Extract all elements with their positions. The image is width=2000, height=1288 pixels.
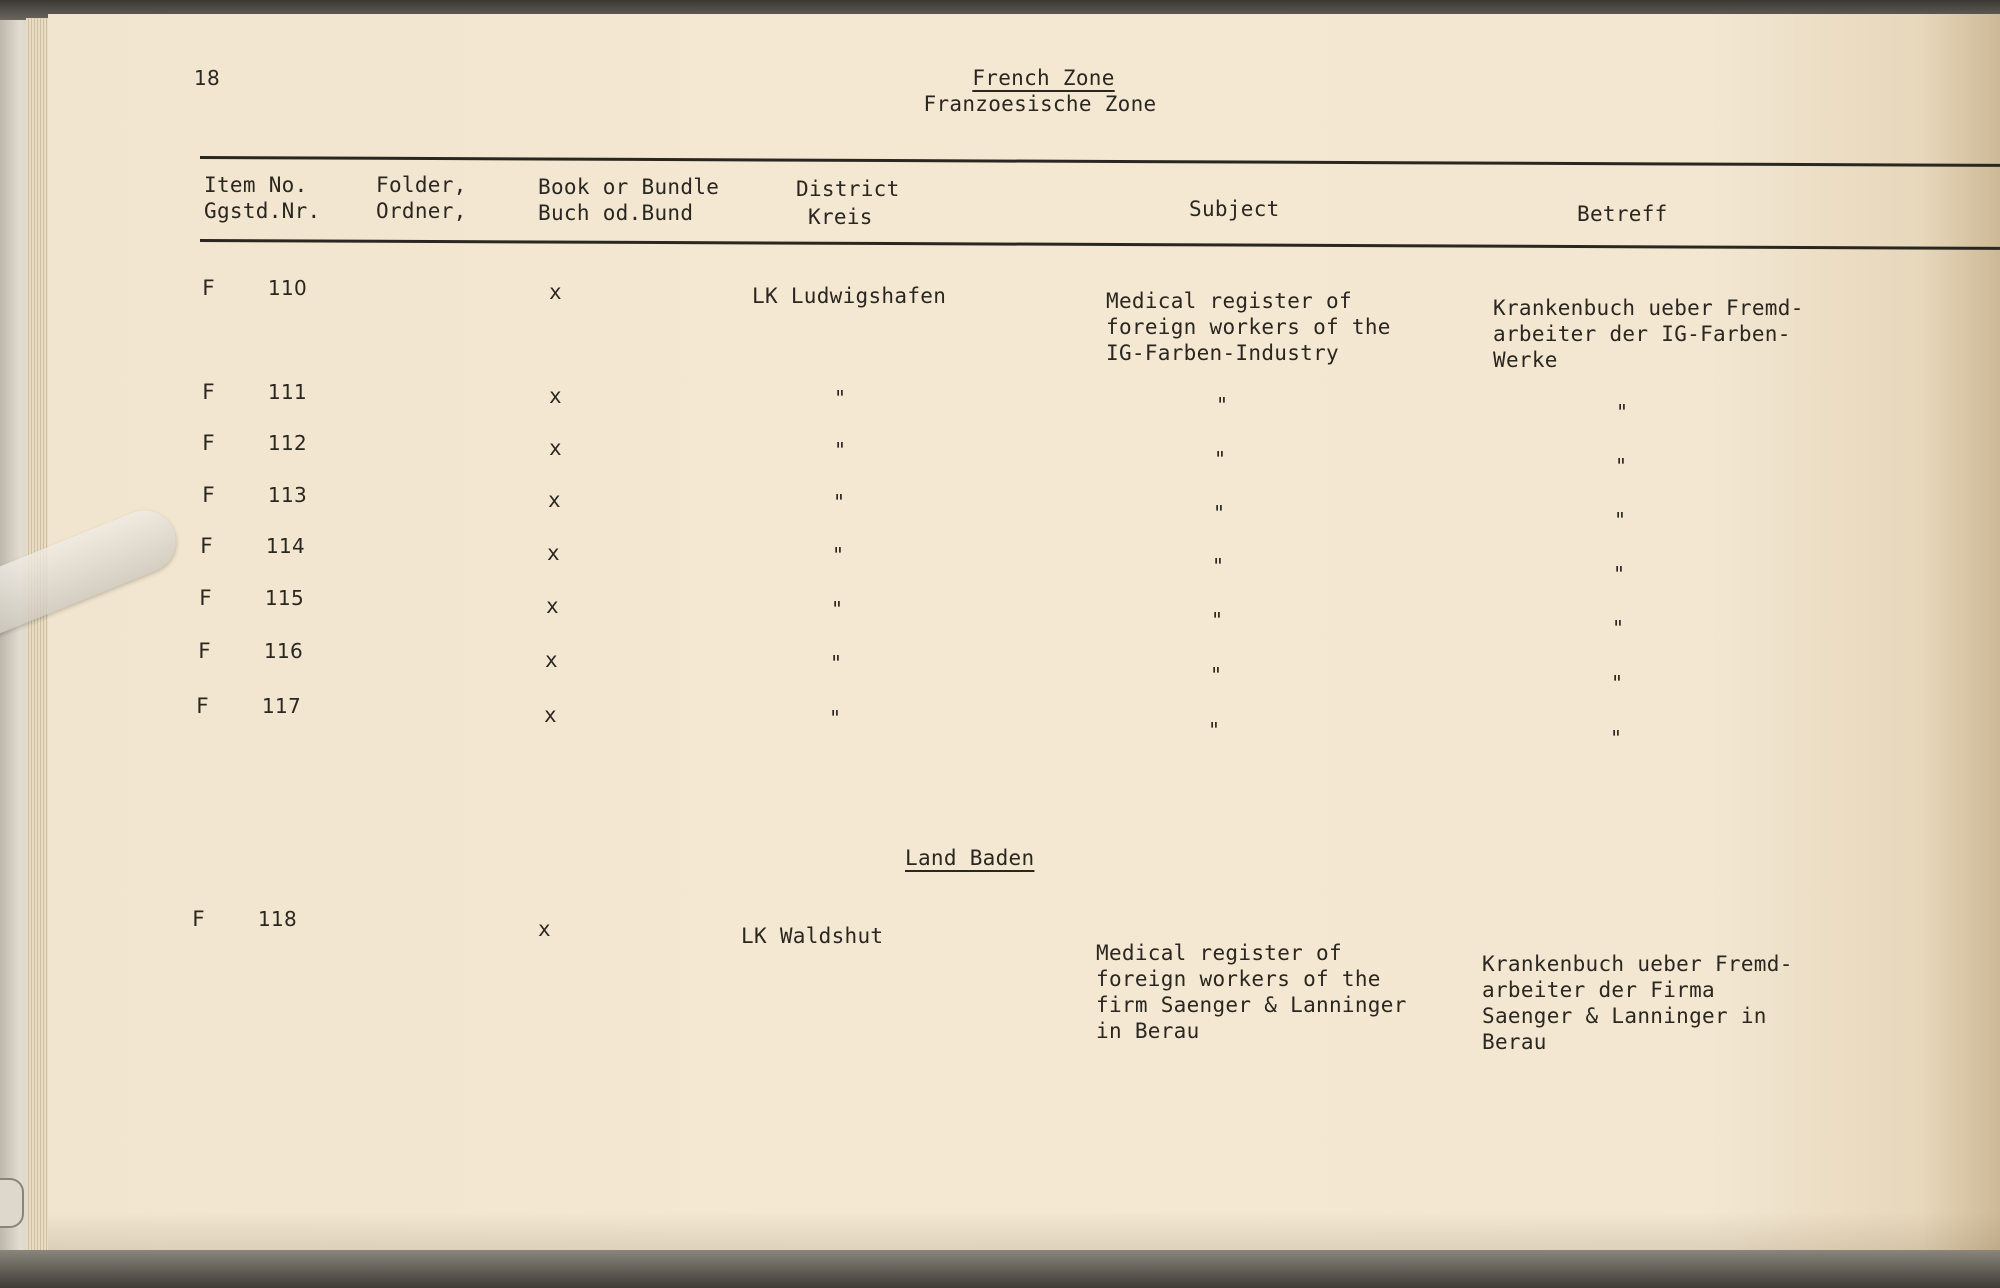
item-number: 117 [262,694,302,718]
subject-ditto: " [1213,501,1226,525]
item-number: 116 [264,639,304,663]
betreff-line: arbeiter der Firma [1482,978,1715,1002]
subject-line: Medical register of [1106,289,1352,313]
page-number: 18 [194,66,221,90]
district-cell: LK Ludwigshafen [752,284,947,308]
header-folder-de: Ordner, [376,199,467,223]
district-ditto: " [829,706,842,730]
district-ditto: " [832,543,845,567]
betreff-ditto: " [1616,400,1629,424]
item-prefix: F [196,694,209,718]
item-prefix: F [192,907,205,931]
item-number: 113 [268,483,308,507]
district-ditto: " [830,651,843,675]
header-district-en: District [796,177,900,201]
subject-line: foreign workers of the [1106,315,1391,339]
header-bottom-rule [200,239,2000,250]
betreff-ditto: " [1614,508,1627,532]
book-mark: x [547,541,560,565]
header-item-de: Ggstd.Nr. [204,199,321,223]
title-german: Franzoesische Zone [923,92,1157,116]
betreff-ditto: " [1612,616,1625,640]
betreff-line: Krankenbuch ueber Fremd- [1493,296,1804,320]
book-mark: x [549,436,562,460]
betreff-line: Saenger & Lanninger in [1482,1004,1767,1028]
header-district-de: Kreis [808,205,873,229]
item-prefix: F [199,586,212,610]
subject-line: foreign workers of the [1096,967,1381,991]
item-prefix: F [202,483,215,507]
district-cell: LK Waldshut [741,924,884,948]
district-ditto: " [833,490,846,514]
header-betreff: Betreff [1577,202,1668,226]
item-prefix: F [198,639,211,663]
subject-ditto: " [1216,393,1229,417]
betreff-line: Krankenbuch ueber Fremd- [1482,952,1793,976]
betreff-ditto: " [1610,726,1623,750]
subject-ditto: " [1212,554,1225,578]
subject-line: in Berau [1096,1019,1200,1043]
subject-ditto: " [1211,608,1224,632]
subject-ditto: " [1210,663,1223,687]
scan-bottom-edge [0,1250,2000,1288]
title-english: French Zone [972,66,1115,90]
subject-line: Medical register of [1096,941,1342,965]
item-number: 118 [258,907,298,931]
betreff-line: arbeiter der IG-Farben- [1493,322,1791,346]
item-prefix: F [200,534,213,558]
header-item-en: Item No. [204,173,308,197]
document-page [48,14,2000,1252]
header-subject: Subject [1189,197,1280,221]
district-ditto: " [831,597,844,621]
book-mark: x [545,648,558,672]
item-prefix: F [202,380,215,404]
subject-ditto: " [1214,447,1227,471]
betreff-ditto: " [1613,562,1626,586]
item-number: 112 [268,431,308,455]
betreff-line: Berau [1482,1030,1547,1054]
subject-line: IG-Farben-Industry [1106,341,1339,365]
district-ditto: " [834,438,847,462]
header-book-en: Book or Bundle [538,175,720,199]
section-heading: Land Baden [905,846,1035,870]
book-mark: x [544,703,557,727]
subject-line: firm Saenger & Lanninger [1096,993,1407,1017]
book-mark: x [548,488,561,512]
betreff-ditto: " [1615,454,1628,478]
item-number: 110 [268,276,308,300]
item-number: 115 [265,586,305,610]
betreff-ditto: " [1611,671,1624,695]
betreff-line: Werke [1493,348,1558,372]
header-book-de: Buch od.Bund [538,201,694,225]
header-top-rule [200,156,2000,167]
book-mark: x [549,280,562,304]
book-mark: x [538,917,551,941]
item-prefix: F [202,276,215,300]
subject-ditto: " [1208,718,1221,742]
item-number: 114 [266,534,306,558]
item-prefix: F [202,431,215,455]
book-mark: x [549,384,562,408]
district-ditto: " [834,386,847,410]
book-mark: x [546,594,559,618]
item-number: 111 [268,380,308,404]
header-folder-en: Folder, [376,173,467,197]
scan-marker-icon [0,1178,24,1228]
